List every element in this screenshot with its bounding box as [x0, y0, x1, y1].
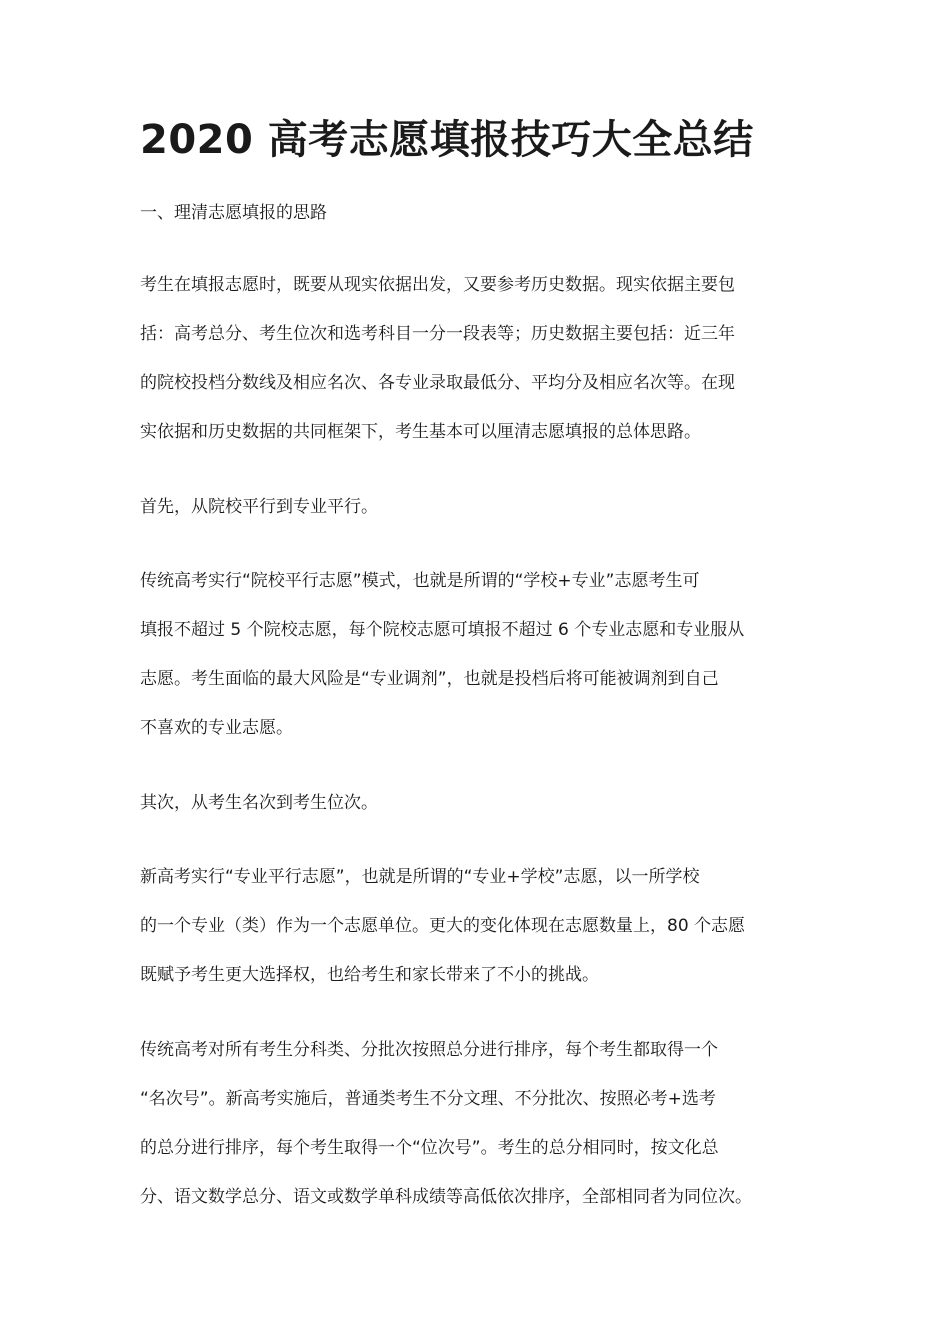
paragraph-line: 不喜欢的专业志愿。: [140, 718, 293, 738]
paragraph-line: 传统高考对所有考生分科类、分批次按照总分进行排序，每个考生都取得一个: [140, 1040, 718, 1060]
paragraph-line: 的总分进行排序，每个考生取得一个“位次号”。考生的总分相同时，按文化总: [140, 1138, 719, 1158]
paragraph-second-point: [140, 788, 378, 818]
paragraph-line: 的院校投档分数线及相应名次、各专业录取最低分、平均分及相应名次等。在现: [140, 373, 735, 393]
paragraph-ranking: [140, 1035, 752, 1212]
paragraph-line: 括：高考总分、考生位次和选考科目一分一段表等；历史数据主要包括：近三年: [140, 324, 735, 344]
section-heading: 一、理清志愿填报的思路: [140, 203, 327, 223]
paragraph-line: 考生在填报志愿时，既要从现实依据出发，又要参考历史数据。现实依据主要包: [140, 275, 735, 295]
paragraph-line: 首先，从院校平行到专业平行。: [140, 497, 378, 517]
paragraph-first-point: [140, 492, 378, 522]
paragraph-new-mode: [140, 862, 745, 990]
paragraph-reality-and-history: [140, 270, 735, 447]
paragraph-line: 的一个专业（类）作为一个志愿单位。更大的变化体现在志愿数量上，80 个志愿: [140, 916, 746, 936]
paragraph-line: 填报不超过 5 个院校志愿，每个院校志愿可填报不超过 6 个专业志愿和专业服从: [140, 620, 745, 640]
document-title: 2020 高考志愿填报技巧大全总结: [140, 117, 754, 163]
paragraph-line: 实依据和历史数据的共同框架下，考生基本可以厘清志愿填报的总体思路。: [140, 422, 701, 442]
paragraph-traditional-mode: [140, 566, 744, 743]
paragraph-line: 其次，从考生名次到考生位次。: [140, 793, 378, 813]
paragraph-line: 分、语文数学总分、语文或数学单科成绩等高低依次排序，全部相同者为同位次。: [140, 1187, 752, 1207]
paragraph-line: 传统高考实行“院校平行志愿”模式，也就是所谓的“学校+专业”志愿考生可: [140, 571, 700, 591]
paragraph-line: 既赋予考生更大选择权，也给考生和家长带来了不小的挑战。: [140, 965, 599, 985]
paragraph-line: 志愿。考生面临的最大风险是“专业调剂”，也就是投档后将可能被调剂到自己: [140, 669, 719, 689]
paragraph-line: 新高考实行“专业平行志愿”，也就是所谓的“专业+学校”志愿，以一所学校: [140, 867, 700, 887]
paragraph-line: “名次号”。新高考实施后，普通类考生不分文理、不分批次、按照必考+选考: [140, 1089, 716, 1109]
